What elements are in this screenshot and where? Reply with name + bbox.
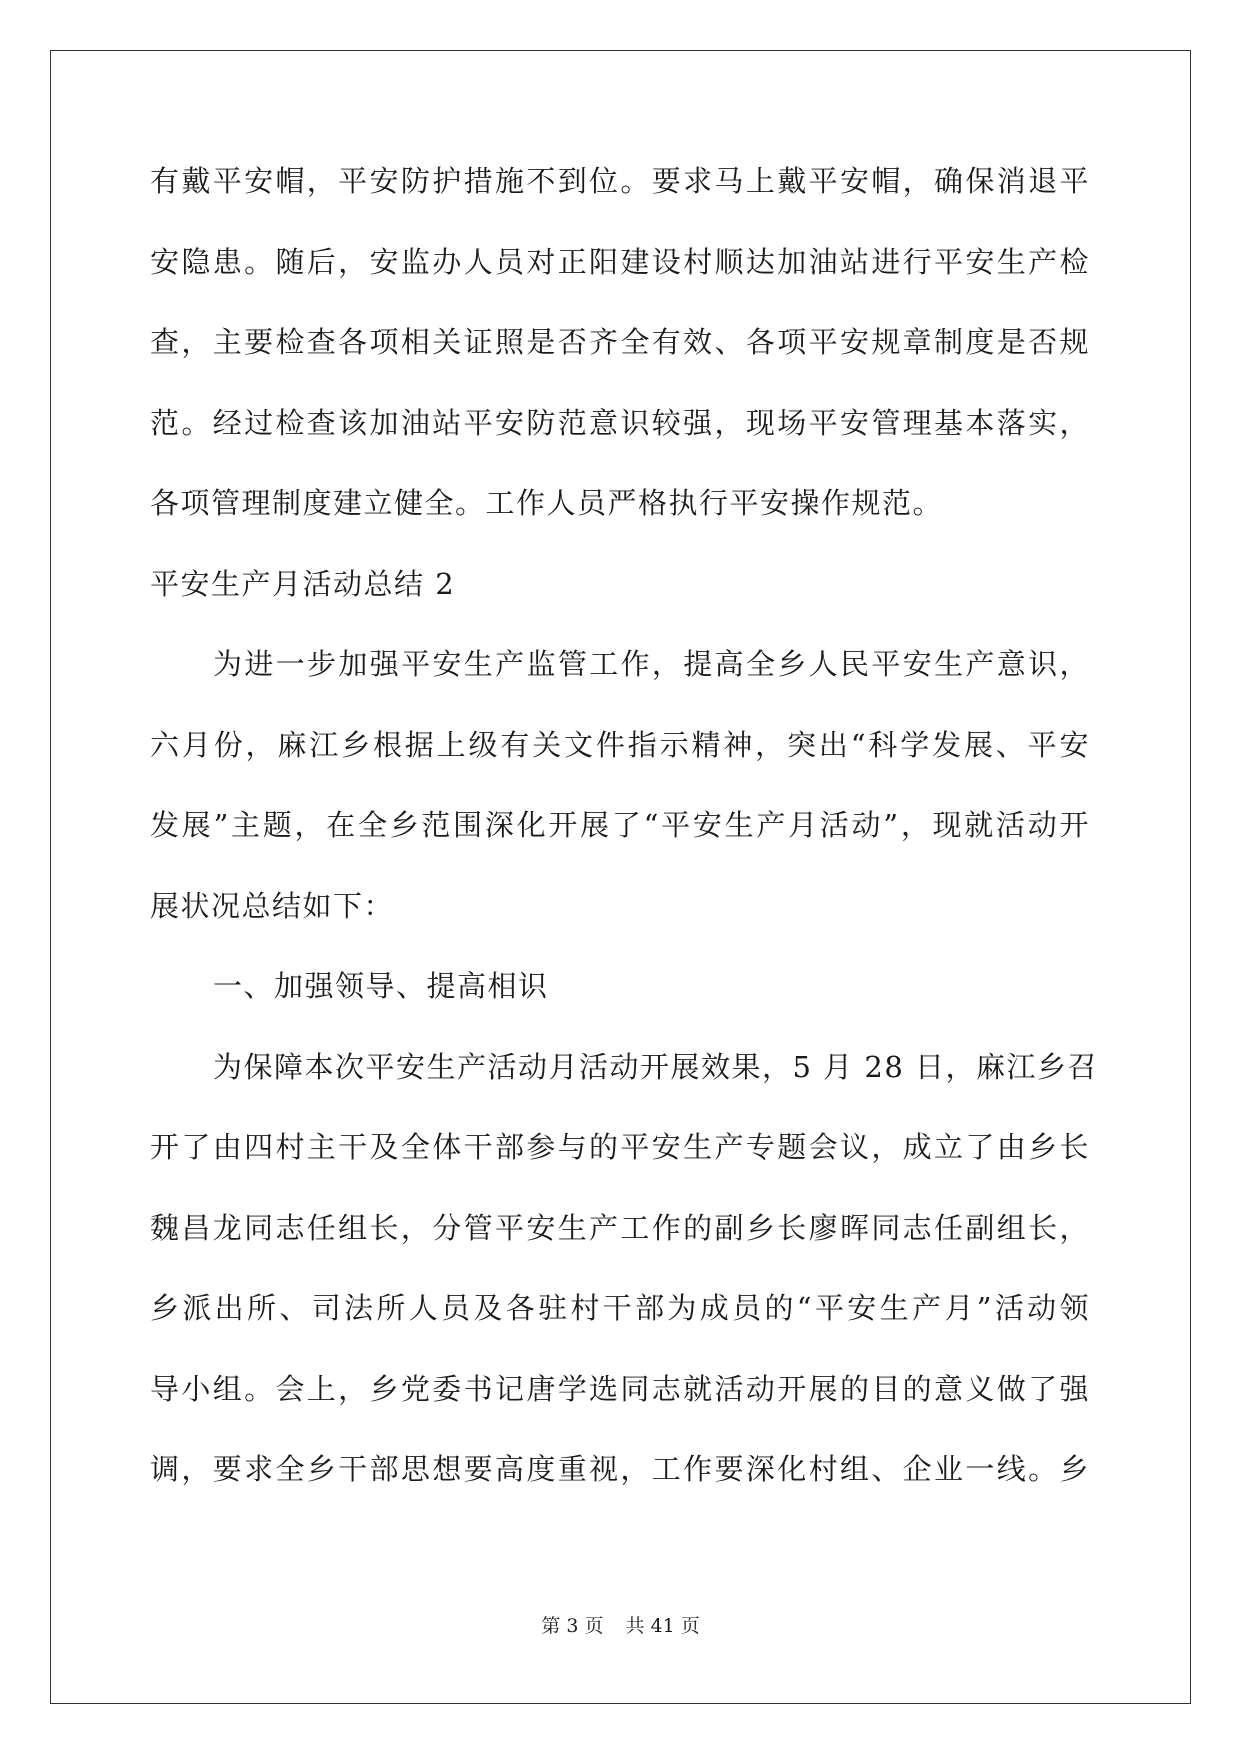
paragraph-line: 安隐患。随后，安监办人员对正阳建设村顺达加油站进行平安生产检 xyxy=(150,244,1090,279)
paragraph-line: 调，要求全乡干部思想要高度重视，工作要深化村组、企业一线。乡 xyxy=(150,1452,1090,1486)
subsection-heading: 一、加强领导、提高相识 xyxy=(213,969,549,1003)
paragraph-line: 为进一步加强平安生产监管工作，提高全乡人民平安生产意识， xyxy=(213,647,1090,681)
paragraph-line: 魏昌龙同志任组长，分管平安生产工作的副乡长廖晖同志任副组长， xyxy=(150,1210,1090,1245)
paragraph-line: 乡派出所、司法所人员及各驻村干部为成员的“平安生产月”活动领 xyxy=(150,1291,1090,1325)
paragraph-line: 为保障本次平安生产活动月活动开展效果，5 月 28 日，麻江乡召 xyxy=(213,1049,1099,1084)
paragraph-line: 六月份，麻江乡根据上级有关文件指示精神，突出“科学发展、平安 xyxy=(150,727,1090,762)
paragraph-line: 各项管理制度建立健全。工作人员严格执行平安操作规范。 xyxy=(150,486,944,520)
page-total: 共 41 页 xyxy=(625,1615,700,1637)
paragraph-line: 开了由四村主干及全体干部参与的平安生产专题会议，成立了由乡长 xyxy=(150,1130,1090,1164)
page-number: 第 3 页 xyxy=(541,1615,604,1637)
paragraph-line: 导小组。会上，乡党委书记唐学选同志就活动开展的目的意义做了强 xyxy=(150,1371,1090,1406)
paragraph-line: 有戴平安帽，平安防护措施不到位。要求马上戴平安帽，确保消退平 xyxy=(150,164,1090,198)
paragraph-line: 查，主要检查各项相关证照是否齐全有效、各项平安规章制度是否规 xyxy=(150,325,1090,359)
page-footer xyxy=(0,1614,1241,1638)
document-body xyxy=(150,155,1099,1524)
paragraph-line: 范。经过检查该加油站平安防范意识较强，现场平安管理基本落实， xyxy=(150,405,1090,440)
paragraph-line: 展状况总结如下： xyxy=(150,888,395,923)
paragraph-line: 发展”主题，在全乡范围深化开展了“平安生产月活动”，现就活动开 xyxy=(150,808,1090,842)
section-heading: 平安生产月活动总结 2 xyxy=(150,566,456,601)
